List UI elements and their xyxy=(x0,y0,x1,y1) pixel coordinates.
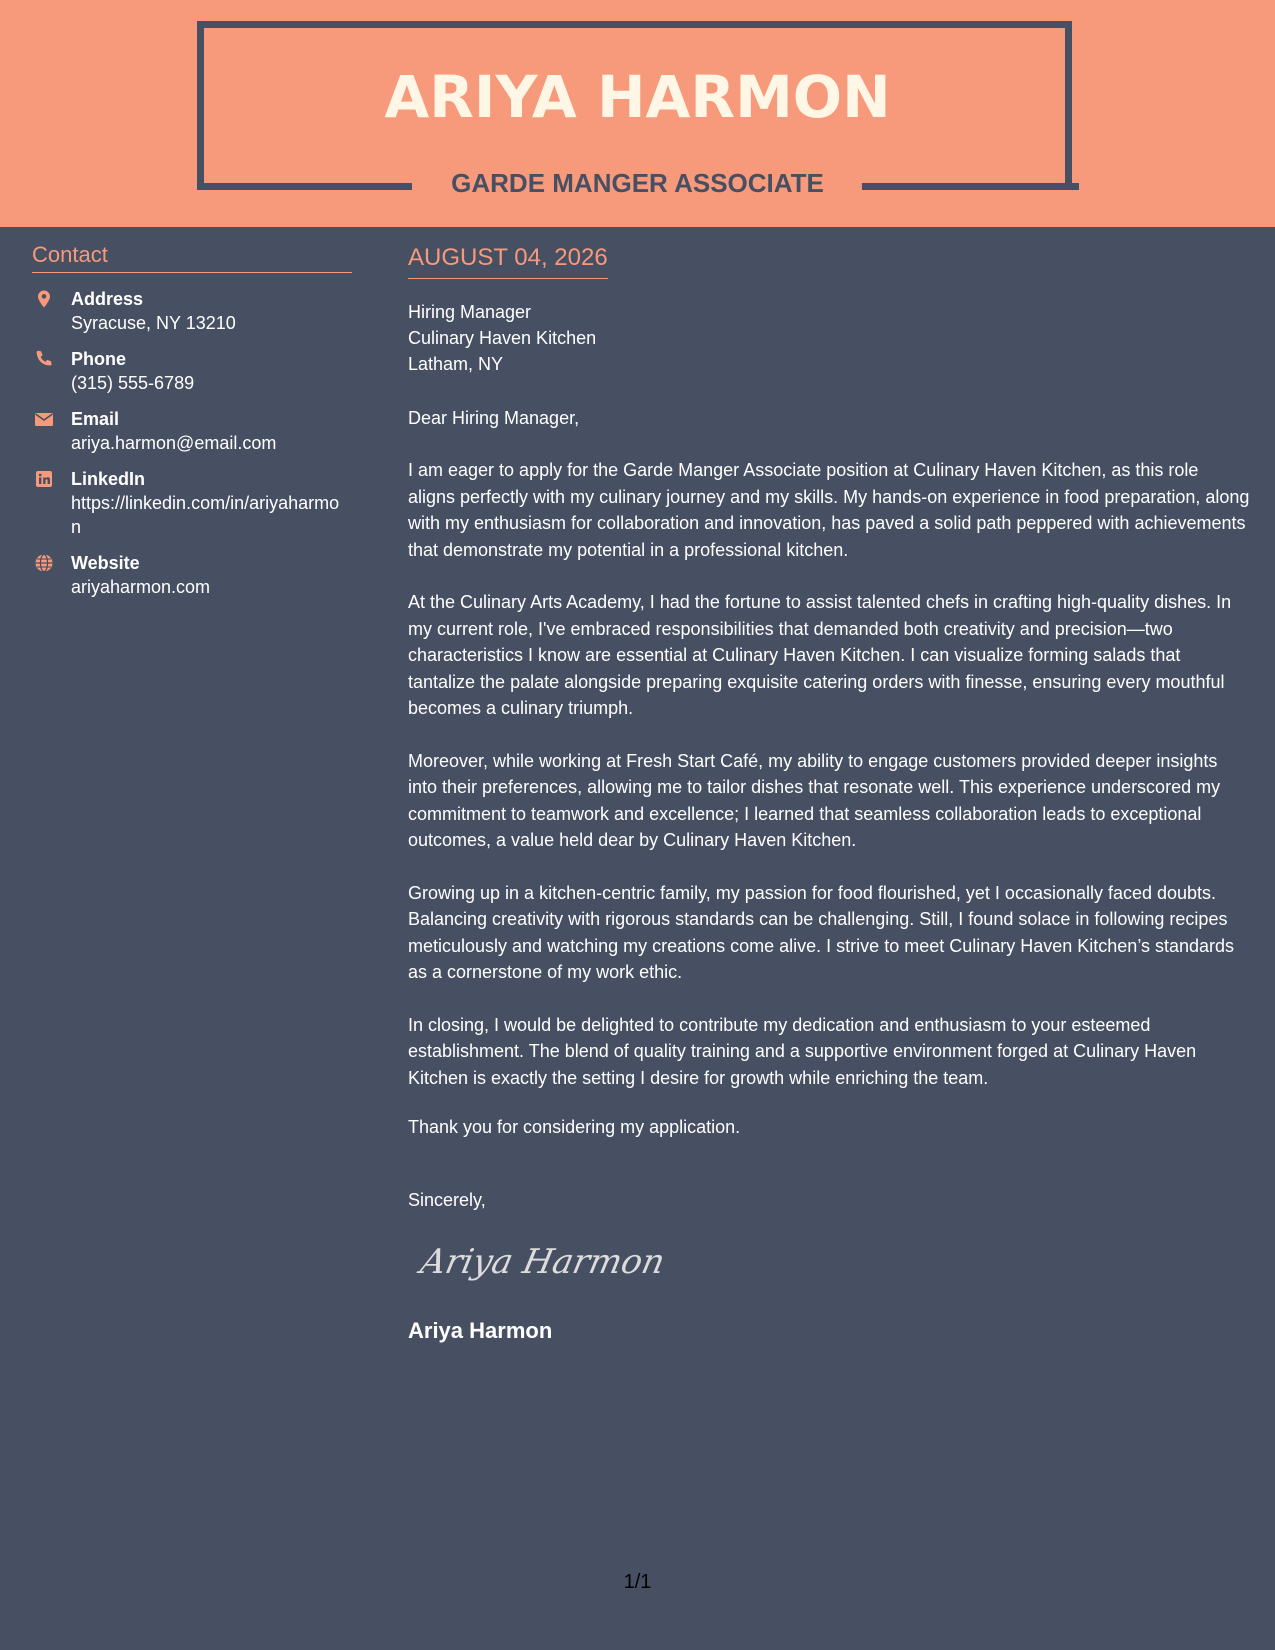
signature-text: Ariya Harmon xyxy=(417,1242,666,1282)
email-label: Email xyxy=(71,409,120,429)
salutation: Dear Hiring Manager, xyxy=(408,408,580,428)
address-label: Address xyxy=(71,289,144,309)
job-title: GARDE MANGER ASSOCIATE xyxy=(451,168,824,198)
phone-icon xyxy=(34,349,54,369)
envelope-icon xyxy=(34,409,54,429)
recipient-line: Latham, NY xyxy=(408,354,504,374)
website-value[interactable]: ariyaharmon.com xyxy=(71,577,211,597)
phone-label: Phone xyxy=(71,349,127,369)
signature-image xyxy=(416,1231,666,1291)
contact-item-linkedin xyxy=(32,467,352,539)
letter-paragraph: In closing, I would be delighted to contribute my dedication and enthusiasm to your esteemed establishment. The blend of quality training and a supportive environment forged at Culinary Haven Kitchen is exactly the setting I desire for growth while enriching the team. xyxy=(408,1014,1197,1088)
email-value: ariya.harmon@email.com xyxy=(71,433,277,453)
phone-value: (315) 555-6789 xyxy=(71,373,195,393)
contact-item-address xyxy=(32,287,352,335)
letter-paragraph: Growing up in a kitchen-centric family, my passion for food flourished, yet I occasionally faced doubts. Balancing creativity with rigorous standards can be challenging. Still, I found solace in following recipes meticulously and watching my creations come alive. I strive to meet Culinary Haven Kitchen’s standards as a cornerstone of my work ethic. xyxy=(408,882,1235,982)
recipient-line: Hiring Manager xyxy=(408,302,532,322)
contact-item-phone xyxy=(32,347,352,395)
letter-paragraph: Moreover, while working at Fresh Start Café, my ability to engage customers provided deeper insights into their preferences, allowing me to tailor dishes that resonate well. This experience underscored my commitment to teamwork and excellence; I learned that seamless collaboration leads to exceptional outcomes, a value held dear by Culinary Haven Kitchen. xyxy=(408,750,1221,850)
location-pin-icon xyxy=(34,289,54,309)
website-label: Website xyxy=(71,553,140,573)
letter-body xyxy=(408,244,1250,1344)
recipient-block xyxy=(408,299,1250,377)
letter-date: AUGUST 04, 2026 xyxy=(408,244,608,279)
linkedin-value[interactable]: https://linkedin.com/in/ariyaharmon xyxy=(71,493,340,537)
applicant-name: ARIYA HARMON xyxy=(384,63,891,131)
linkedin-icon xyxy=(34,469,54,489)
signed-name: Ariya Harmon xyxy=(408,1318,553,1343)
letter-paragraph: I am eager to apply for the Garde Manger Associate position at Culinary Haven Kitchen, as this role aligns perfectly with my culinary journey and my skills. My hands-on experience in food preparation, along with my enthusiasm for collaboration and innovation, has paved a solid path peppered with achievements that demonstrate my potential in a professional kitchen. xyxy=(408,460,1250,560)
header-banner xyxy=(0,0,1275,227)
contact-heading: Contact xyxy=(32,242,352,273)
globe-icon xyxy=(34,553,54,573)
signoff: Sincerely, xyxy=(408,1190,486,1210)
recipient-line: Culinary Haven Kitchen xyxy=(408,328,597,348)
address-value: Syracuse, NY 13210 xyxy=(71,313,236,333)
letter-paragraph: At the Culinary Arts Academy, I had the fortune to assist talented chefs in crafting high-quality dishes. In my current role, I've embraced responsibilities that demanded both creativity and precision—two characteristics I know are essential at Culinary Haven Kitchen. I can visualize forming salads that tantalize the palate alongside preparing exquisite catering orders with finesse, ensuring every mouthful becomes a culinary triumph. xyxy=(408,592,1232,718)
page-number: 1/1 xyxy=(623,1571,652,1593)
contact-sidebar xyxy=(32,242,352,611)
linkedin-label: LinkedIn xyxy=(71,469,146,489)
contact-item-website xyxy=(32,551,352,599)
contact-item-email xyxy=(32,407,352,455)
closing-line: Thank you for considering my application. xyxy=(408,1117,741,1137)
